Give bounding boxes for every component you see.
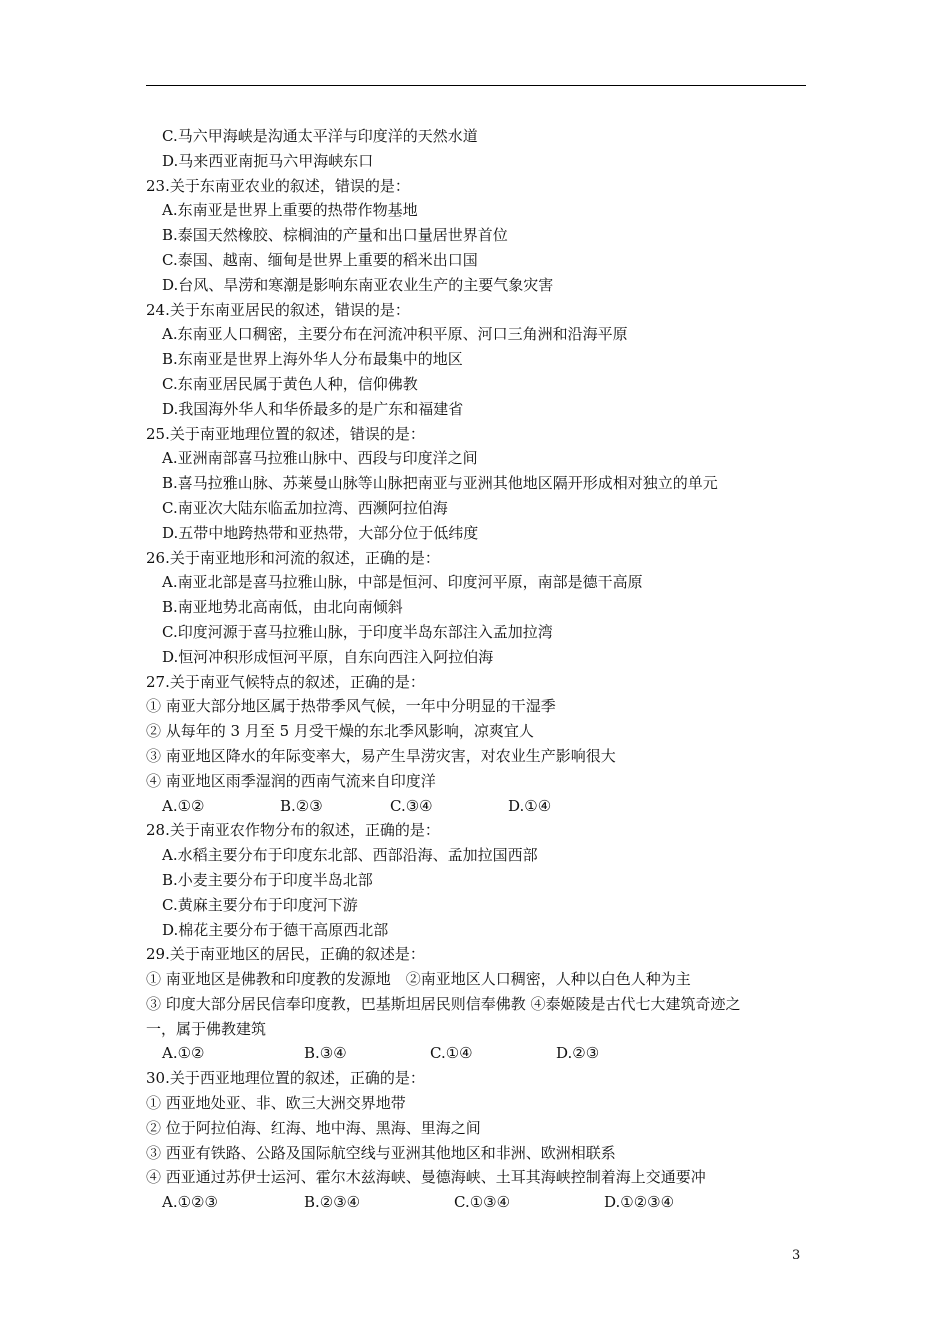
answer-choice: B.②③ xyxy=(280,796,323,815)
question-line: ① 南亚地区是佛教和印度教的发源地 ②南亚地区人口稠密，人种以白色人种为主 xyxy=(146,970,691,989)
answer-choices-row xyxy=(146,1041,808,1066)
option-line: B.小麦主要分布于印度半岛北部 xyxy=(162,870,373,889)
question-line: ① 南亚大部分地区属于热带季风气候，一年中分明显的干湿季 xyxy=(146,697,556,716)
option-line: D.我国海外华人和华侨最多的是广东和福建省 xyxy=(162,399,464,418)
question-line: 24.关于东南亚居民的叙述，错误的是： xyxy=(146,300,410,319)
option-line: A.水稻主要分布于印度东北部、西部沿海、孟加拉国西部 xyxy=(162,846,538,865)
option-line: C.泰国、越南、缅甸是世界上重要的稻米出口国 xyxy=(162,250,478,269)
question-line: 30.关于西亚地理位置的叙述，正确的是： xyxy=(146,1069,425,1088)
option-line: C.东南亚居民属于黄色人种，信仰佛教 xyxy=(162,374,418,393)
answer-choice: A.①② xyxy=(162,1044,205,1063)
page-number: 3 xyxy=(792,1248,801,1263)
answer-choice: C.①③④ xyxy=(454,1193,511,1212)
option-line: C.南亚次大陆东临孟加拉湾、西濒阿拉伯海 xyxy=(162,498,448,517)
answer-choice: A.①② xyxy=(162,796,205,815)
option-line: D.棉花主要分布于德干高原西北部 xyxy=(162,920,389,939)
option-line: D.恒河冲积形成恒河平原，自东向西注入阿拉伯海 xyxy=(162,647,494,666)
page-content xyxy=(146,124,808,1215)
question-line: 27.关于南亚气候特点的叙述，正确的是： xyxy=(146,672,425,691)
answer-choice: D.①②③④ xyxy=(604,1193,675,1212)
answer-choice: B.②③④ xyxy=(304,1193,361,1212)
answer-choices-row xyxy=(146,1190,808,1215)
option-line: C.黄麻主要分布于印度河下游 xyxy=(162,895,358,914)
answer-choice: C.①④ xyxy=(430,1044,473,1063)
answer-choice: B.③④ xyxy=(304,1044,347,1063)
answer-choices-row xyxy=(146,794,808,819)
answer-choice: A.①②③ xyxy=(162,1193,218,1212)
option-line: A.南亚北部是喜马拉雅山脉，中部是恒河、印度河平原，南部是德干高原 xyxy=(162,573,643,592)
answer-choice: D.①④ xyxy=(508,796,552,815)
question-line: ② 位于阿拉伯海、红海、地中海、黑海、里海之间 xyxy=(146,1118,481,1137)
question-line: ② 从每年的 3 月至 5 月受干燥的东北季风影响，凉爽宜人 xyxy=(146,722,534,741)
question-line: 29.关于南亚地区的居民，正确的叙述是： xyxy=(146,945,425,964)
option-line: A.东南亚是世界上重要的热带作物基地 xyxy=(162,201,418,220)
header-rule xyxy=(146,85,806,86)
question-line: ③ 印度大部分居民信奉印度教，巴基斯坦居民则信奉佛教 ④泰姬陵是古代七大建筑奇迹之 xyxy=(146,994,741,1013)
question-line: 26.关于南亚地形和河流的叙述，正确的是： xyxy=(146,548,440,567)
question-line: ④ 西亚通过苏伊士运河、霍尔木兹海峡、曼德海峡、土耳其海峡控制着海上交通要冲 xyxy=(146,1168,706,1187)
question-line: 一，属于佛教建筑 xyxy=(146,1019,267,1038)
option-line: C.马六甲海峡是沟通太平洋与印度洋的天然水道 xyxy=(162,127,478,145)
option-line: D.马来西亚南扼马六甲海峡东口 xyxy=(162,151,374,170)
question-line: ④ 南亚地区雨季湿润的西南气流来自印度洋 xyxy=(146,771,436,790)
question-line: ① 西亚地处亚、非、欧三大洲交界地带 xyxy=(146,1094,406,1113)
option-line: B.东南亚是世界上海外华人分布最集中的地区 xyxy=(162,350,463,369)
question-line: 28.关于南亚农作物分布的叙述，正确的是： xyxy=(146,821,440,840)
option-line: D.台风、旱涝和寒潮是影响东南亚农业生产的主要气象灾害 xyxy=(162,275,554,294)
option-line: B.喜马拉雅山脉、苏莱曼山脉等山脉把南亚与亚洲其他地区隔开形成相对独立的单元 xyxy=(162,474,718,493)
answer-choice: C.③④ xyxy=(390,796,433,815)
question-line: ③ 南亚地区降水的年际变率大，易产生旱涝灾害，对农业生产影响很大 xyxy=(146,746,616,765)
question-line: 25.关于南亚地理位置的叙述，错误的是： xyxy=(146,424,425,443)
option-line: A.东南亚人口稠密，主要分布在河流冲积平原、河口三角洲和沿海平原 xyxy=(162,325,628,344)
option-line: A.亚洲南部喜马拉雅山脉中、西段与印度洋之间 xyxy=(162,449,478,468)
option-line: B.南亚地势北高南低，由北向南倾斜 xyxy=(162,598,403,617)
option-line: B.泰国天然橡胶、棕榈油的产量和出口量居世界首位 xyxy=(162,226,508,245)
question-line: 23.关于东南亚农业的叙述，错误的是： xyxy=(146,176,410,195)
option-line: D.五带中地跨热带和亚热带，大部分位于低纬度 xyxy=(162,523,479,542)
answer-choice: D.②③ xyxy=(556,1044,600,1063)
option-line: C.印度河源于喜马拉雅山脉，于印度半岛东部注入孟加拉湾 xyxy=(162,622,553,641)
question-line: ③ 西亚有铁路、公路及国际航空线与亚洲其他地区和非洲、欧洲相联系 xyxy=(146,1143,616,1162)
